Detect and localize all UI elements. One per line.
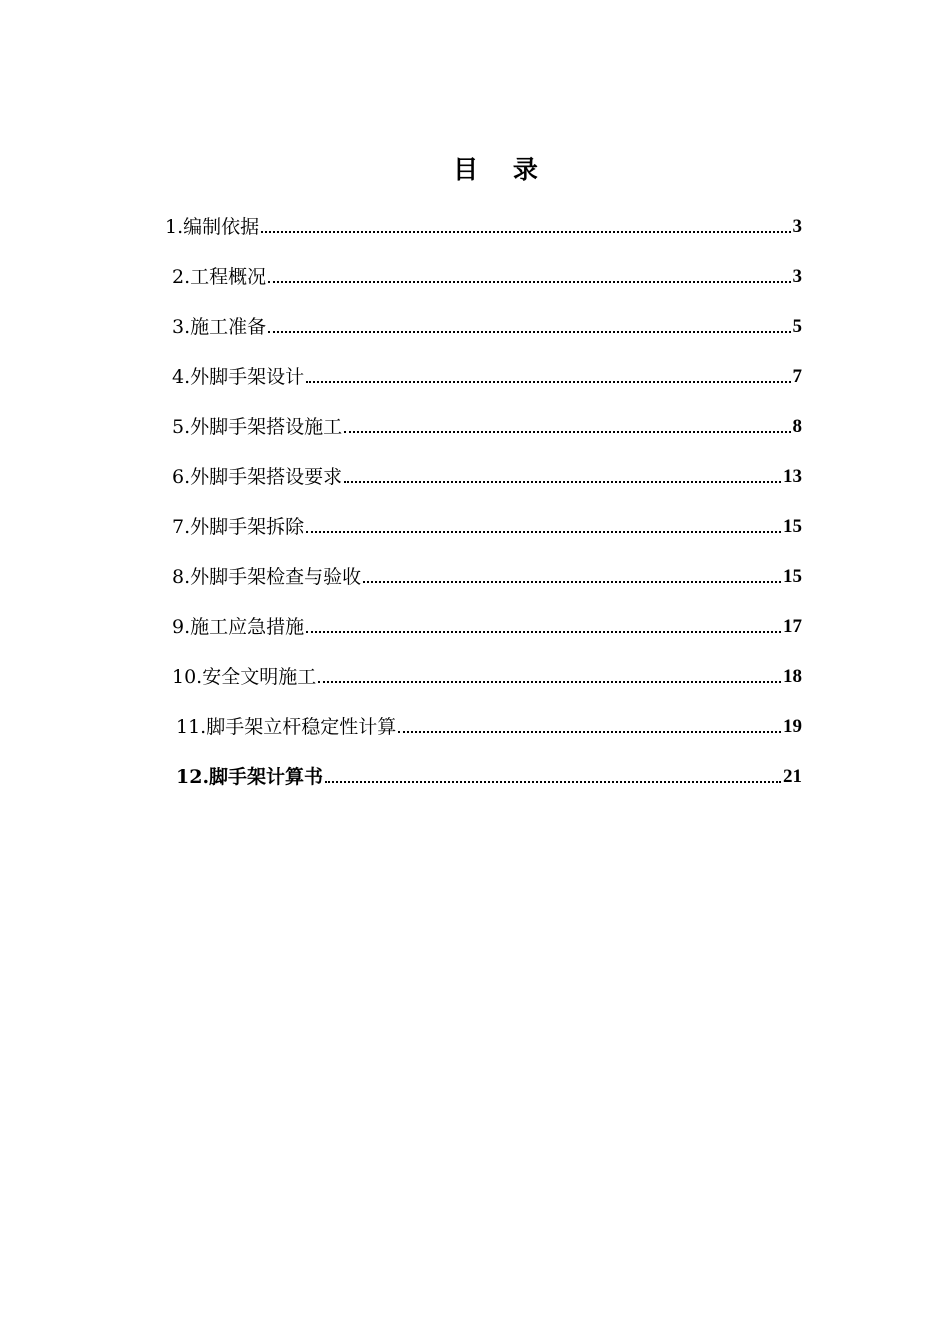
- toc-entry-page: 18: [783, 666, 802, 687]
- toc-entry-page: 5: [792, 316, 802, 337]
- toc-dot-leader: [344, 431, 790, 433]
- toc-dot-leader: [306, 631, 781, 633]
- toc-entry-label: 6.外脚手架搭设要求: [172, 466, 343, 488]
- toc-entry-label: 3.施工准备: [172, 316, 267, 338]
- toc-entry[interactable]: [172, 450, 802, 490]
- toc-entry[interactable]: [172, 550, 802, 590]
- toc-entry-page: 19: [783, 716, 802, 737]
- toc-entry-page: 15: [783, 516, 802, 537]
- toc-entry[interactable]: [172, 300, 802, 340]
- toc-entry-page: 21: [783, 766, 802, 787]
- toc-entry[interactable]: [172, 650, 802, 690]
- toc-entry-page: 13: [783, 466, 802, 487]
- toc-entry[interactable]: [172, 600, 802, 640]
- toc-entry[interactable]: [176, 700, 802, 740]
- toc-entry-page: 3: [792, 216, 802, 237]
- toc-entry[interactable]: [172, 400, 802, 440]
- toc-entry-page: 17: [783, 616, 802, 637]
- toc-entry-label: 9.施工应急措施: [172, 616, 305, 638]
- toc-entry-label: 4.外脚手架设计: [172, 366, 305, 388]
- toc-entry[interactable]: [172, 250, 802, 290]
- toc-entry[interactable]: [165, 200, 802, 240]
- toc-dot-leader: [398, 731, 781, 733]
- toc-entry-label: 12.脚手架计算书: [176, 766, 324, 788]
- toc-entry-page: 15: [783, 566, 802, 587]
- toc-entry-label: 7.外脚手架拆除: [172, 516, 305, 538]
- toc-dot-leader: [318, 681, 781, 683]
- toc-dot-leader: [306, 381, 790, 383]
- toc-entry-label: 1.编制依据: [165, 216, 260, 238]
- toc-title: 目 录: [453, 155, 551, 184]
- toc-entry[interactable]: [172, 350, 802, 390]
- toc-entry-label: 8.外脚手架检查与验收: [172, 566, 362, 588]
- toc-dot-leader: [363, 581, 781, 583]
- toc-dot-leader: [268, 281, 790, 283]
- toc-entry-label: 2.工程概况: [172, 266, 267, 288]
- toc-entry-page: 7: [792, 366, 802, 387]
- toc-dot-leader: [306, 531, 781, 533]
- toc-entry-label: 11.脚手架立杆稳定性计算: [176, 716, 397, 738]
- toc-dot-leader: [325, 781, 781, 783]
- toc-entry[interactable]: [176, 750, 802, 790]
- toc-entry-label: 5.外脚手架搭设施工: [172, 416, 343, 438]
- toc-dot-leader: [344, 481, 781, 483]
- toc-entry[interactable]: [172, 500, 802, 540]
- toc-dot-leader: [261, 231, 790, 233]
- toc-entry-page: 3: [792, 266, 802, 287]
- toc-dot-leader: [268, 331, 790, 333]
- toc-entry-page: 8: [792, 416, 802, 437]
- toc-entry-label: 10.安全文明施工: [172, 666, 317, 688]
